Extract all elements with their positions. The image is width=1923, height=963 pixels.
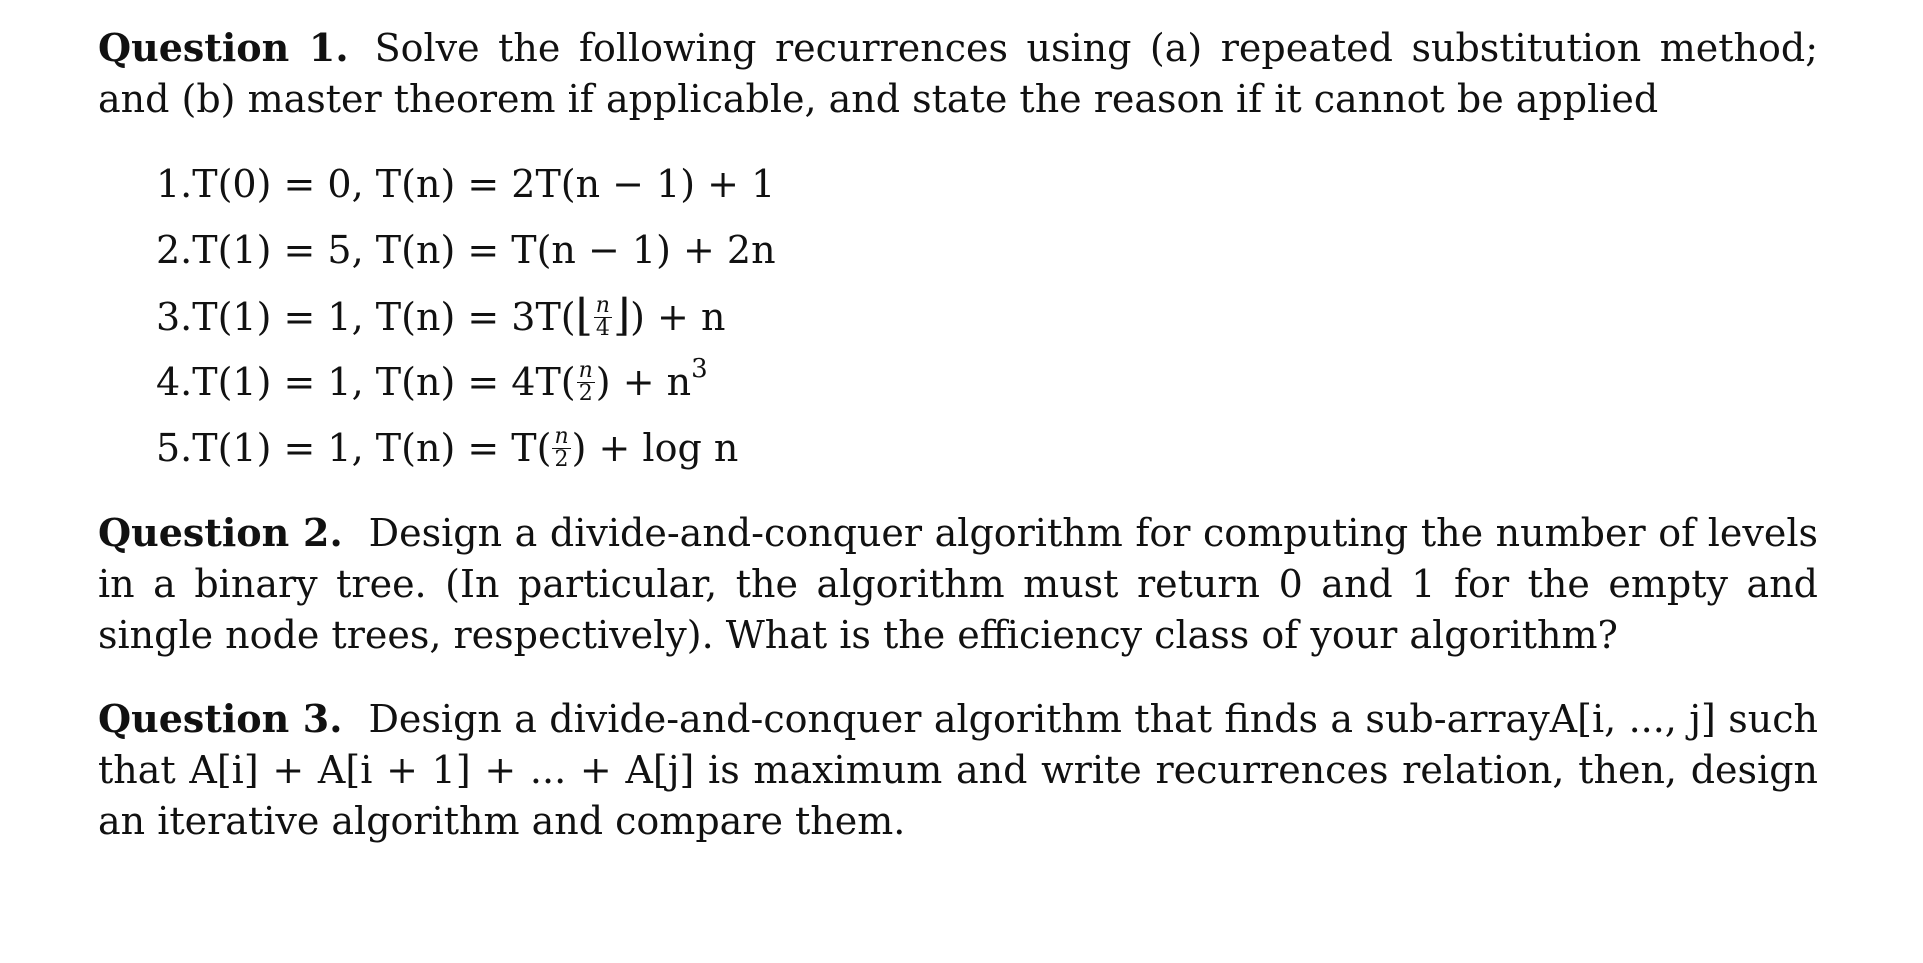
recurrence-3 xyxy=(156,283,1818,349)
question-3-label: Question 3. xyxy=(98,696,343,741)
recurrence-relation-suffix: ) + n xyxy=(595,360,692,404)
recurrence-relation: T(n) = T(n − 1) + 2n xyxy=(375,228,776,272)
recurrence-index: 5. xyxy=(156,426,193,470)
question-1-label: Question 1. xyxy=(98,25,349,70)
recurrence-2 xyxy=(156,217,1818,283)
fraction-denominator: 4 xyxy=(595,316,610,341)
recurrence-relation-suffix: ) + log n xyxy=(571,426,739,470)
recurrence-relation-prefix: T(n) = 3T( xyxy=(375,295,576,339)
recurrence-5 xyxy=(156,415,1818,481)
recurrence-base: T(1) = 1, xyxy=(192,295,364,339)
recurrence-list xyxy=(156,151,1818,481)
question-1-text: Solve the following recurrences using (a) repeated substitution method; and (b) master theorem if applicable, and state the reason if it cannot be applied xyxy=(98,26,1818,121)
fraction-denominator: 2 xyxy=(554,447,569,472)
recurrence-1 xyxy=(156,151,1818,217)
recurrence-4 xyxy=(156,349,1818,415)
fraction xyxy=(577,360,595,405)
fraction-numerator: n xyxy=(595,293,610,318)
fraction xyxy=(594,295,612,340)
floor-left-bracket: ⌊ xyxy=(575,290,593,341)
fraction-numerator: n xyxy=(578,358,593,383)
question-2-label: Question 2. xyxy=(98,510,343,555)
question-1 xyxy=(98,22,1818,125)
question-3 xyxy=(98,693,1818,847)
question-2 xyxy=(98,507,1818,661)
fraction xyxy=(552,426,570,471)
recurrence-relation-suffix: ) + n xyxy=(630,295,726,339)
question-3-text: Design a divide-and-conquer algorithm that finds a sub-arrayA[i, ..., j] such that A[i] + A[i + 1] + ... + A[j] is maximum and write recurrences relation, then, design an iterative algorithm and compare them. xyxy=(98,697,1818,843)
recurrence-relation: T(n) = 2T(n − 1) + 1 xyxy=(375,162,776,206)
recurrence-index: 1. xyxy=(156,162,193,206)
recurrence-index: 4. xyxy=(156,360,193,404)
recurrence-base: T(1) = 5, xyxy=(192,228,364,272)
recurrence-base: T(0) = 0, xyxy=(192,162,364,206)
fraction-denominator: 2 xyxy=(578,381,593,406)
recurrence-relation-prefix: T(n) = T( xyxy=(375,426,552,470)
recurrence-base: T(1) = 1, xyxy=(192,426,364,470)
fraction-numerator: n xyxy=(554,424,569,449)
recurrence-index: 2. xyxy=(156,228,193,272)
exponent: 3 xyxy=(691,354,708,385)
recurrence-index: 3. xyxy=(156,295,193,339)
question-2-text: Design a divide-and-conquer algorithm for computing the number of levels in a binary tree. (In particular, the algorithm must return 0 and 1 for the empty and single node trees, respectively). What is the efficiency class of your algorithm? xyxy=(98,511,1818,657)
floor-right-bracket: ⌋ xyxy=(612,290,631,341)
document xyxy=(98,22,1818,847)
recurrence-relation-prefix: T(n) = 4T( xyxy=(375,360,576,404)
recurrence-base: T(1) = 1, xyxy=(192,360,364,404)
